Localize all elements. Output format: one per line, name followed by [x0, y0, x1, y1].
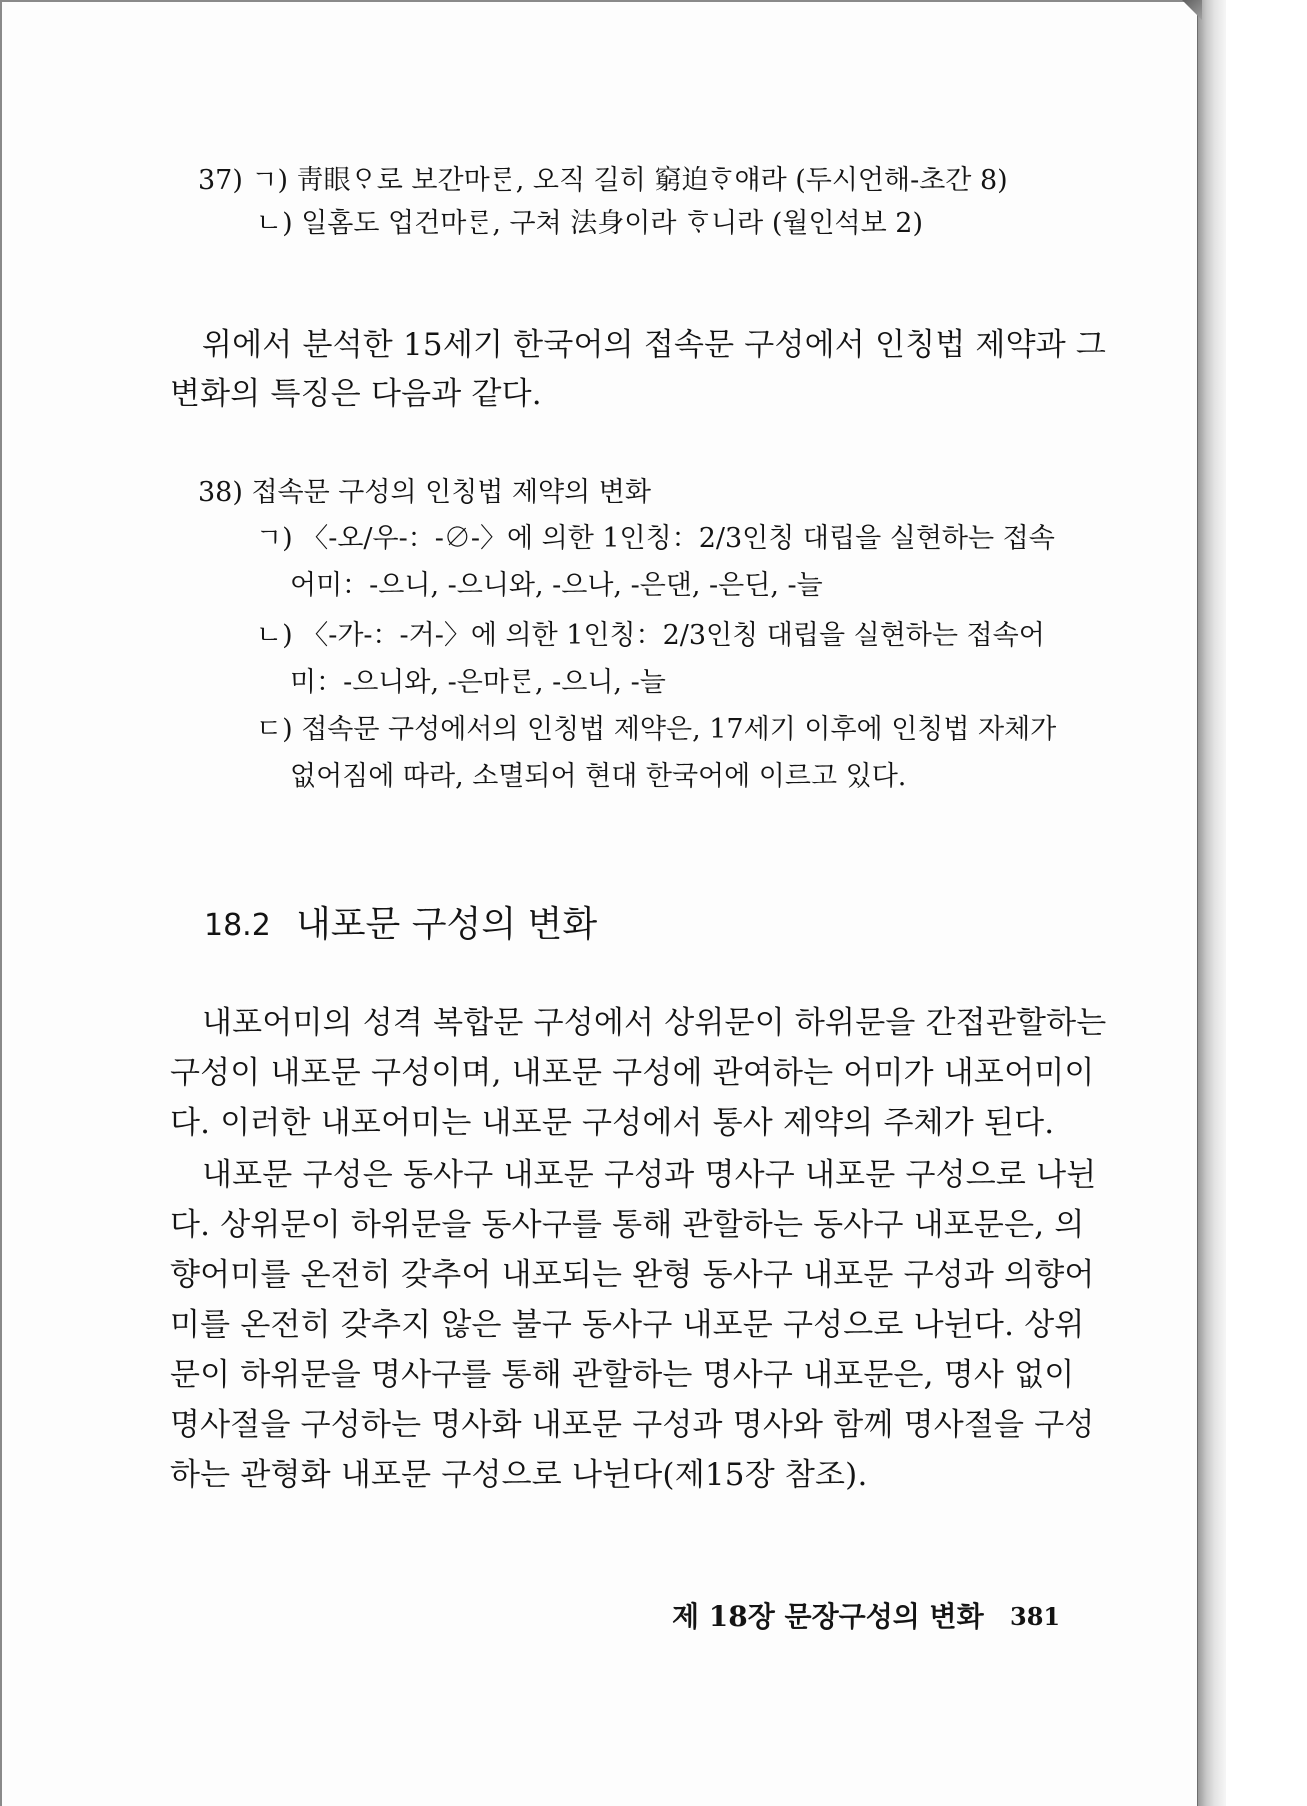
intro-line-2: 변화의 특징은 다음과 같다. — [170, 376, 542, 412]
example-37-b: ㄴ) 일홈도 업건마ᄅᆞᆫ, 구쳐 法身이라 ᄒᆞ니라 (월인석보 2) — [256, 208, 923, 239]
example-38-a-line-2: 어미：-으니, -으니와, -으나, -은댄, -은딘, -늘 — [290, 570, 823, 601]
section-number: 18.2 — [204, 908, 271, 943]
body-line-7: 미를 온전히 갖추지 않은 불구 동사구 내포문 구성으로 나뉜다. 상위 — [170, 1307, 1085, 1343]
body-line-1: 내포어미의 성격 복합문 구성에서 상위문이 하위문을 간접관할하는 — [202, 1005, 1107, 1041]
example-38-c-line-2: 없어짐에 따라, 소멸되어 현대 한국어에 이르고 있다. — [290, 761, 907, 792]
example-38-b-line-2: 미：-으니와, -은마ᄅᆞᆫ, -으니, -늘 — [290, 667, 666, 698]
example-38-heading: 38) 접속문 구성의 인칭법 제약의 변화 — [198, 477, 651, 508]
running-title: 제 18장 문장구성의 변화 — [672, 1600, 984, 1633]
body-line-8: 문이 하위문을 명사구를 통해 관할하는 명사구 내포문은, 명사 없이 — [170, 1357, 1075, 1393]
body-line-9: 명사절을 구성하는 명사화 내포문 구성과 명사와 함께 명사절을 구성 — [170, 1407, 1095, 1443]
example-38-c-line-1: ㄷ) 접속문 구성에서의 인칭법 제약은, 17세기 이후에 인칭법 자체가 — [256, 714, 1057, 745]
body-line-10: 하는 관형화 내포문 구성으로 나뉜다(제15장 참조). — [170, 1457, 868, 1493]
body-line-3: 다. 이러한 내포어미는 내포문 구성에서 통사 제약의 주체가 된다. — [170, 1105, 1055, 1141]
body-line-4: 내포문 구성은 동사구 내포문 구성과 명사구 내포문 구성으로 나뉜 — [202, 1157, 1097, 1193]
body-line-6: 향어미를 온전히 갖추어 내포되는 완형 동사구 내포문 구성과 의향어 — [170, 1257, 1095, 1293]
example-38-a-line-1: ㄱ) 〈-오/우-：-∅-〉에 의한 1인칭：2/3인칭 대립을 실현하는 접속 — [256, 523, 1055, 554]
body-line-2: 구성이 내포문 구성이며, 내포문 구성에 관여하는 어미가 내포어미이 — [170, 1055, 1095, 1091]
page-number: 381 — [1010, 1602, 1061, 1631]
example-38-b-line-1: ㄴ) 〈-가-：-거-〉에 의한 1인칭：2/3인칭 대립을 실현하는 접속어 — [256, 620, 1045, 651]
section-title: 내포문 구성의 변화 — [296, 904, 598, 945]
example-37-a: 37) ㄱ) 靑眼ᄋᆞ로 보간마ᄅᆞᆫ, 오직 길히 窮迫ᄒᆞ얘라 (두시언해-초간 8) — [198, 165, 1008, 196]
page-edge-shadow — [1197, 0, 1226, 1806]
body-line-5: 다. 상위문이 하위문을 동사구를 통해 관할하는 동사구 내포문은, 의 — [170, 1207, 1085, 1243]
intro-line-1: 위에서 분석한 15세기 한국어의 접속문 구성에서 인칭법 제약과 그 — [202, 327, 1107, 363]
